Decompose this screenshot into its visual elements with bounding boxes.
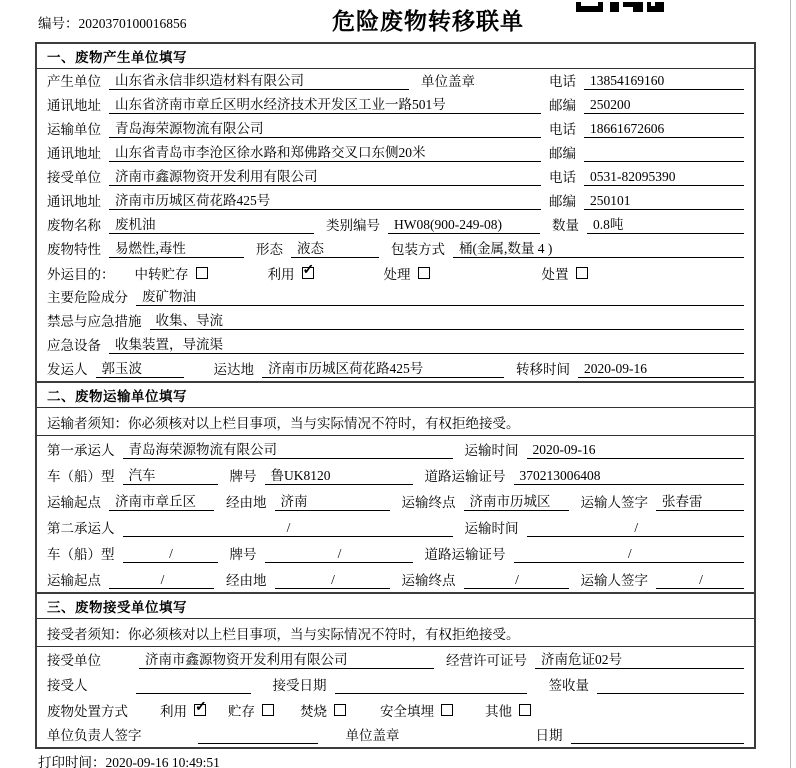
row-transporter (37, 117, 754, 141)
via2-value: / (275, 572, 390, 589)
sign1-value: 张春雷 (656, 490, 744, 511)
qr-code-fragment-icon (576, 0, 664, 16)
section-producer (37, 44, 754, 381)
license2-value: / (514, 546, 745, 563)
doc-number-value: 2020370100016856 (78, 16, 187, 31)
phone3-value: 0531-82095390 (584, 169, 744, 186)
row-waste-character (37, 237, 754, 261)
license2-label: 道路运输证号 (424, 547, 506, 562)
waste-name-value: 废机油 (109, 213, 314, 234)
disposal-incinerate-label: 焚烧 (300, 703, 327, 719)
row-first-carrier (37, 436, 754, 462)
purpose-option-utilize (268, 263, 314, 283)
phone2-label: 电话 (549, 122, 576, 137)
taboo-label: 禁忌与应急措施 (47, 314, 142, 329)
receive-unit-value: 济南市鑫源物资开发利用有限公司 (139, 648, 434, 669)
section-producer-title: 一、废物产生单位填写 (37, 44, 754, 69)
origin1-label: 运输起点 (47, 495, 101, 510)
via1-label: 经由地 (226, 495, 267, 510)
page-edge-divider (790, 0, 791, 768)
unit-seal-label: 单位盖章 (421, 74, 475, 89)
receiver1-value: 济南市鑫源物资开发利用有限公司 (109, 165, 541, 186)
page-title: 危险废物转移联单 (332, 9, 524, 34)
recipient-value (136, 677, 251, 694)
signed-amount-label: 签收量 (548, 678, 589, 693)
disposal-landfill-checkbox (441, 704, 453, 716)
carrier2-label: 第二承运人 (47, 521, 115, 536)
date2-value (571, 727, 745, 744)
row-second-carrier (37, 514, 754, 540)
sign1-label: 运输人签字 (580, 495, 648, 510)
address1-value: 山东省济南市章丘区明水经济技术开发区工业一路501号 (109, 93, 541, 114)
carrier1-value: 青岛海荣源物流有限公司 (123, 438, 453, 459)
zip1-value: 250200 (584, 97, 744, 114)
row-emergency-equipment (37, 333, 754, 357)
doc-number (38, 12, 187, 32)
vehicle2-value: / (123, 546, 218, 563)
equipment-label: 应急设备 (47, 338, 101, 353)
phone1-label: 电话 (549, 74, 576, 89)
purpose-treat-checkbox (418, 267, 430, 279)
time2-value: / (527, 520, 745, 537)
packing-value: 桶(金属,数量 4 ) (453, 237, 744, 258)
disposal-storage-checkbox (262, 704, 274, 716)
hazard-value: 废矿物油 (136, 285, 744, 306)
zip2-label: 邮编 (549, 146, 576, 161)
waste-name-label: 废物名称 (47, 218, 101, 233)
transporter-value: 青岛海荣源物流有限公司 (109, 117, 541, 138)
license1-label: 道路运输证号 (424, 469, 506, 484)
time1-label: 运输时间 (464, 443, 519, 458)
disposal-incinerate-checkbox (334, 704, 346, 716)
time2-label: 运输时间 (464, 521, 519, 536)
receiver-seal-label: 单位盖章 (345, 728, 400, 743)
disposal-option-storage (228, 700, 274, 720)
plate2-value: / (265, 546, 413, 563)
receive-date-value (335, 677, 527, 694)
end2-value: / (464, 572, 569, 589)
sign2-value: / (656, 572, 744, 589)
purpose-option-treat (384, 263, 430, 283)
print-time-label: 打印时间： (38, 755, 106, 768)
disposal-other-checkbox (519, 704, 531, 716)
category-label: 类别编号 (326, 218, 380, 233)
manifest-table (35, 42, 756, 749)
consignor-value: 郭玉波 (96, 357, 184, 378)
quantity-label: 数量 (552, 218, 579, 233)
purpose-dispose-checkbox (576, 267, 588, 279)
producer-value: 山东省永信非织造材料有限公司 (109, 69, 409, 90)
via2-label: 经由地 (226, 573, 267, 588)
section-transporter-title: 二、废物运输单位填写 (37, 383, 754, 408)
print-time-value: 2020-09-16 10:49:51 (105, 755, 220, 768)
zip3-label: 邮编 (549, 194, 576, 209)
character-value: 易燃性,毒性 (109, 237, 244, 258)
quantity-value: 0.8吨 (587, 213, 744, 234)
form-value: 液态 (291, 237, 379, 258)
print-time (38, 751, 220, 768)
disposal-option-other (485, 700, 531, 720)
row-route2 (37, 566, 754, 592)
disposal-label: 废物处置方式 (47, 703, 128, 719)
row-receiver-address (37, 189, 754, 213)
receiver-notice: 接受者须知：你必须核对以上栏目事项，当与实际情况不符时，有权拒绝接受。 (37, 619, 754, 647)
taboo-value: 收集、导流 (150, 309, 745, 330)
row-receive-unit (37, 647, 754, 672)
disposal-option-landfill (380, 700, 453, 720)
address2-value: 山东省青岛市李沧区徐水路和郑佛路交叉口东侧20米 (109, 141, 541, 162)
disposal-storage-label: 贮存 (228, 703, 255, 719)
zip3-value: 250101 (584, 193, 744, 210)
zip1-label: 邮编 (549, 98, 576, 113)
row-recipient (37, 672, 754, 697)
transfer-time-label: 转移时间 (516, 362, 570, 377)
address1-label: 通讯地址 (47, 98, 101, 113)
receive-date-label: 接受日期 (272, 678, 327, 693)
vehicle1-label: 车（船）型 (47, 469, 115, 484)
address2-label: 通讯地址 (47, 146, 101, 161)
zip2-value (584, 145, 744, 162)
address3-label: 通讯地址 (47, 194, 101, 209)
disposal-utilize-checkbox: ✓ (195, 699, 207, 715)
row-producer (37, 69, 754, 93)
recipient-label: 接受人 (47, 678, 88, 693)
head-sign-label: 单位负责人签字 (47, 728, 142, 743)
plate1-value: 鲁UK8120 (265, 464, 413, 485)
row-hazard-component (37, 285, 754, 309)
row-vehicle1 (37, 462, 754, 488)
category-value: HW08(900-249-08) (388, 217, 540, 234)
form-label: 形态 (256, 242, 283, 257)
packing-label: 包装方式 (391, 242, 445, 257)
purpose-utilize-checkbox: ✓ (302, 263, 315, 278)
section-transporter (37, 381, 754, 592)
row-disposal-method (37, 697, 754, 722)
phone2-value: 18661672606 (584, 121, 744, 138)
transporter-notice: 运输者须知：你必须核对以上栏目事项，当与实际情况不符时，有权拒绝接受。 (37, 408, 754, 436)
sign2-label: 运输人签字 (580, 573, 648, 588)
row-route1 (37, 488, 754, 514)
row-consignor (37, 357, 754, 381)
hazard-label: 主要危险成分 (47, 290, 128, 305)
purpose-utilize-label: 利用 (267, 267, 295, 282)
head-sign-value (198, 727, 318, 744)
address3-value: 济南市历城区荷花路425号 (109, 189, 541, 210)
disposal-option-utilize (160, 700, 206, 720)
purpose-treat-label: 处理 (383, 267, 411, 282)
disposal-other-label: 其他 (485, 703, 512, 719)
row-transfer-purpose (37, 261, 754, 285)
transporter-label: 运输单位 (47, 122, 101, 137)
purpose-dispose-label: 处置 (541, 267, 569, 282)
license1-value: 370213006408 (514, 468, 745, 485)
date2-label: 日期 (535, 728, 563, 743)
disposal-option-incinerate (300, 700, 346, 720)
row-transporter-address (37, 141, 754, 165)
section-receiver (37, 592, 754, 747)
via1-value: 济南 (275, 490, 390, 511)
plate1-label: 牌号 (229, 469, 257, 484)
purpose-option-transit-storage (135, 263, 208, 283)
purpose-label: 外运目的： (47, 267, 115, 282)
consignor-label: 发运人 (47, 362, 88, 377)
purpose-transit-storage-label: 中转贮存 (134, 267, 189, 282)
origin2-value: / (109, 572, 214, 589)
purpose-option-dispose (542, 263, 588, 283)
disposal-utilize-label: 利用 (160, 703, 187, 719)
origin1-value: 济南市章丘区 (109, 490, 214, 511)
phone3-label: 电话 (549, 170, 576, 185)
destination-label: 运达地 (213, 362, 254, 377)
row-vehicle2 (37, 540, 754, 566)
carrier2-value: / (123, 520, 453, 537)
transfer-time-value: 2020-09-16 (578, 361, 744, 378)
phone1-value: 13854169160 (584, 73, 744, 90)
character-label: 废物特性 (47, 242, 101, 257)
receiver1-label: 接受单位 (47, 170, 101, 185)
signed-amount-value (597, 677, 744, 694)
row-producer-address (37, 93, 754, 117)
permit-value: 济南危证02号 (535, 648, 744, 669)
destination-value: 济南市历城区荷花路425号 (262, 357, 504, 378)
receive-unit-label: 接受单位 (47, 653, 101, 668)
end2-label: 运输终点 (401, 573, 456, 588)
end1-label: 运输终点 (401, 495, 456, 510)
section-receiver-title: 三、废物接受单位填写 (37, 594, 754, 619)
row-taboo-measures (37, 309, 754, 333)
row-receiver (37, 165, 754, 189)
time1-value: 2020-09-16 (527, 442, 745, 459)
row-waste-name (37, 213, 754, 237)
row-head-signature (37, 722, 754, 747)
end1-value: 济南市历城区 (464, 490, 569, 511)
producer-label: 产生单位 (47, 74, 101, 89)
doc-number-label: 编号： (38, 16, 79, 31)
equipment-value: 收集装置，导流渠 (109, 333, 744, 354)
carrier1-label: 第一承运人 (47, 443, 115, 458)
purpose-transit-storage-checkbox (196, 267, 208, 279)
origin2-label: 运输起点 (47, 573, 101, 588)
plate2-label: 牌号 (229, 547, 257, 562)
vehicle2-label: 车（船）型 (47, 547, 115, 562)
permit-label: 经营许可证号 (446, 653, 527, 668)
vehicle1-value: 汽车 (123, 464, 218, 485)
disposal-landfill-label: 安全填埋 (380, 703, 434, 719)
